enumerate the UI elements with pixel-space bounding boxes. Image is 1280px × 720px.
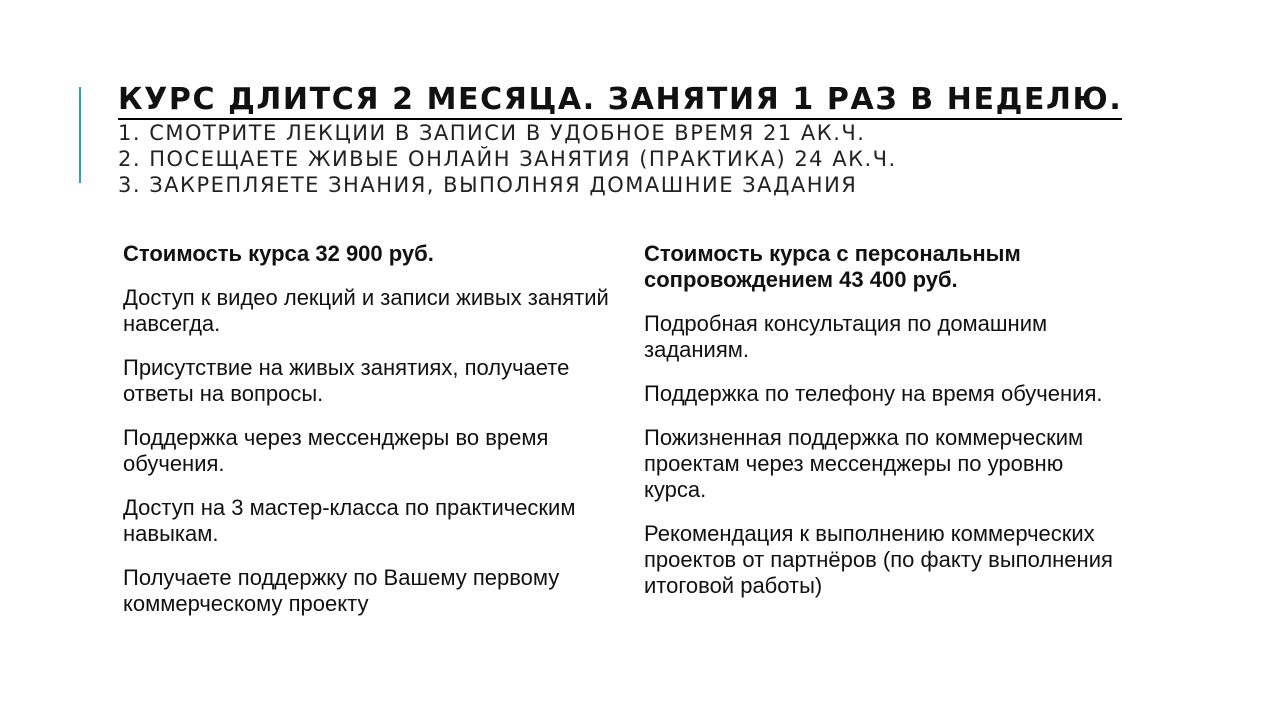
- basic-feature-3: Поддержка через мессенджеры во время обучения.: [123, 425, 549, 476]
- slide-title: КУРС ДЛИТСЯ 2 МЕСЯЦА. ЗАНЯТИЯ 1 РАЗ В НЕДЕЛЮ.: [118, 82, 1122, 120]
- course-step-3: 3. ЗАКРЕПЛЯЕТЕ ЗНАНИЯ, ВЫПОЛНЯЯ ДОМАШНИЕ ЗАДАНИЯ: [118, 173, 858, 197]
- premium-feature-4: Рекомендация к выполнению коммерческих проектов от партнёров (по факту выполнения итоговой работы): [644, 521, 1113, 598]
- slide-header: [118, 82, 1198, 198]
- premium-plan-column: [644, 241, 1124, 617]
- premium-feature-1: Подробная консультация по домашним заданиям.: [644, 311, 1048, 362]
- basic-plan-column: [123, 241, 613, 635]
- basic-feature-4: Доступ на 3 мастер-класса по практическим навыкам.: [123, 495, 576, 546]
- course-step-2: 2. ПОСЕЩАЕТЕ ЖИВЫЕ ОНЛАЙН ЗАНЯТИЯ (ПРАКТИКА) 24 АК.Ч.: [118, 147, 897, 171]
- basic-feature-2: Присутствие на живых занятиях, получаете ответы на вопросы.: [123, 355, 570, 406]
- course-step-1: 1. СМОТРИТЕ ЛЕКЦИИ В ЗАПИСИ В УДОБНОЕ ВРЕМЯ 21 АК.Ч.: [118, 121, 866, 145]
- basic-feature-5: Получаете поддержку по Вашему первому коммерческому проекту: [123, 565, 560, 616]
- course-steps-list: [118, 120, 1198, 198]
- premium-feature-3: Пожизненная поддержка по коммерческим проектам через мессенджеры по уровню курса.: [644, 425, 1084, 502]
- accent-bar: [79, 87, 81, 183]
- premium-plan-price: Стоимость курса с персональным сопровождением 43 400 руб.: [644, 241, 1021, 292]
- basic-plan-price: Стоимость курса 32 900 руб.: [123, 241, 434, 266]
- basic-feature-1: Доступ к видео лекций и записи живых занятий навсегда.: [123, 285, 609, 336]
- premium-feature-2: Поддержка по телефону на время обучения.: [644, 381, 1103, 406]
